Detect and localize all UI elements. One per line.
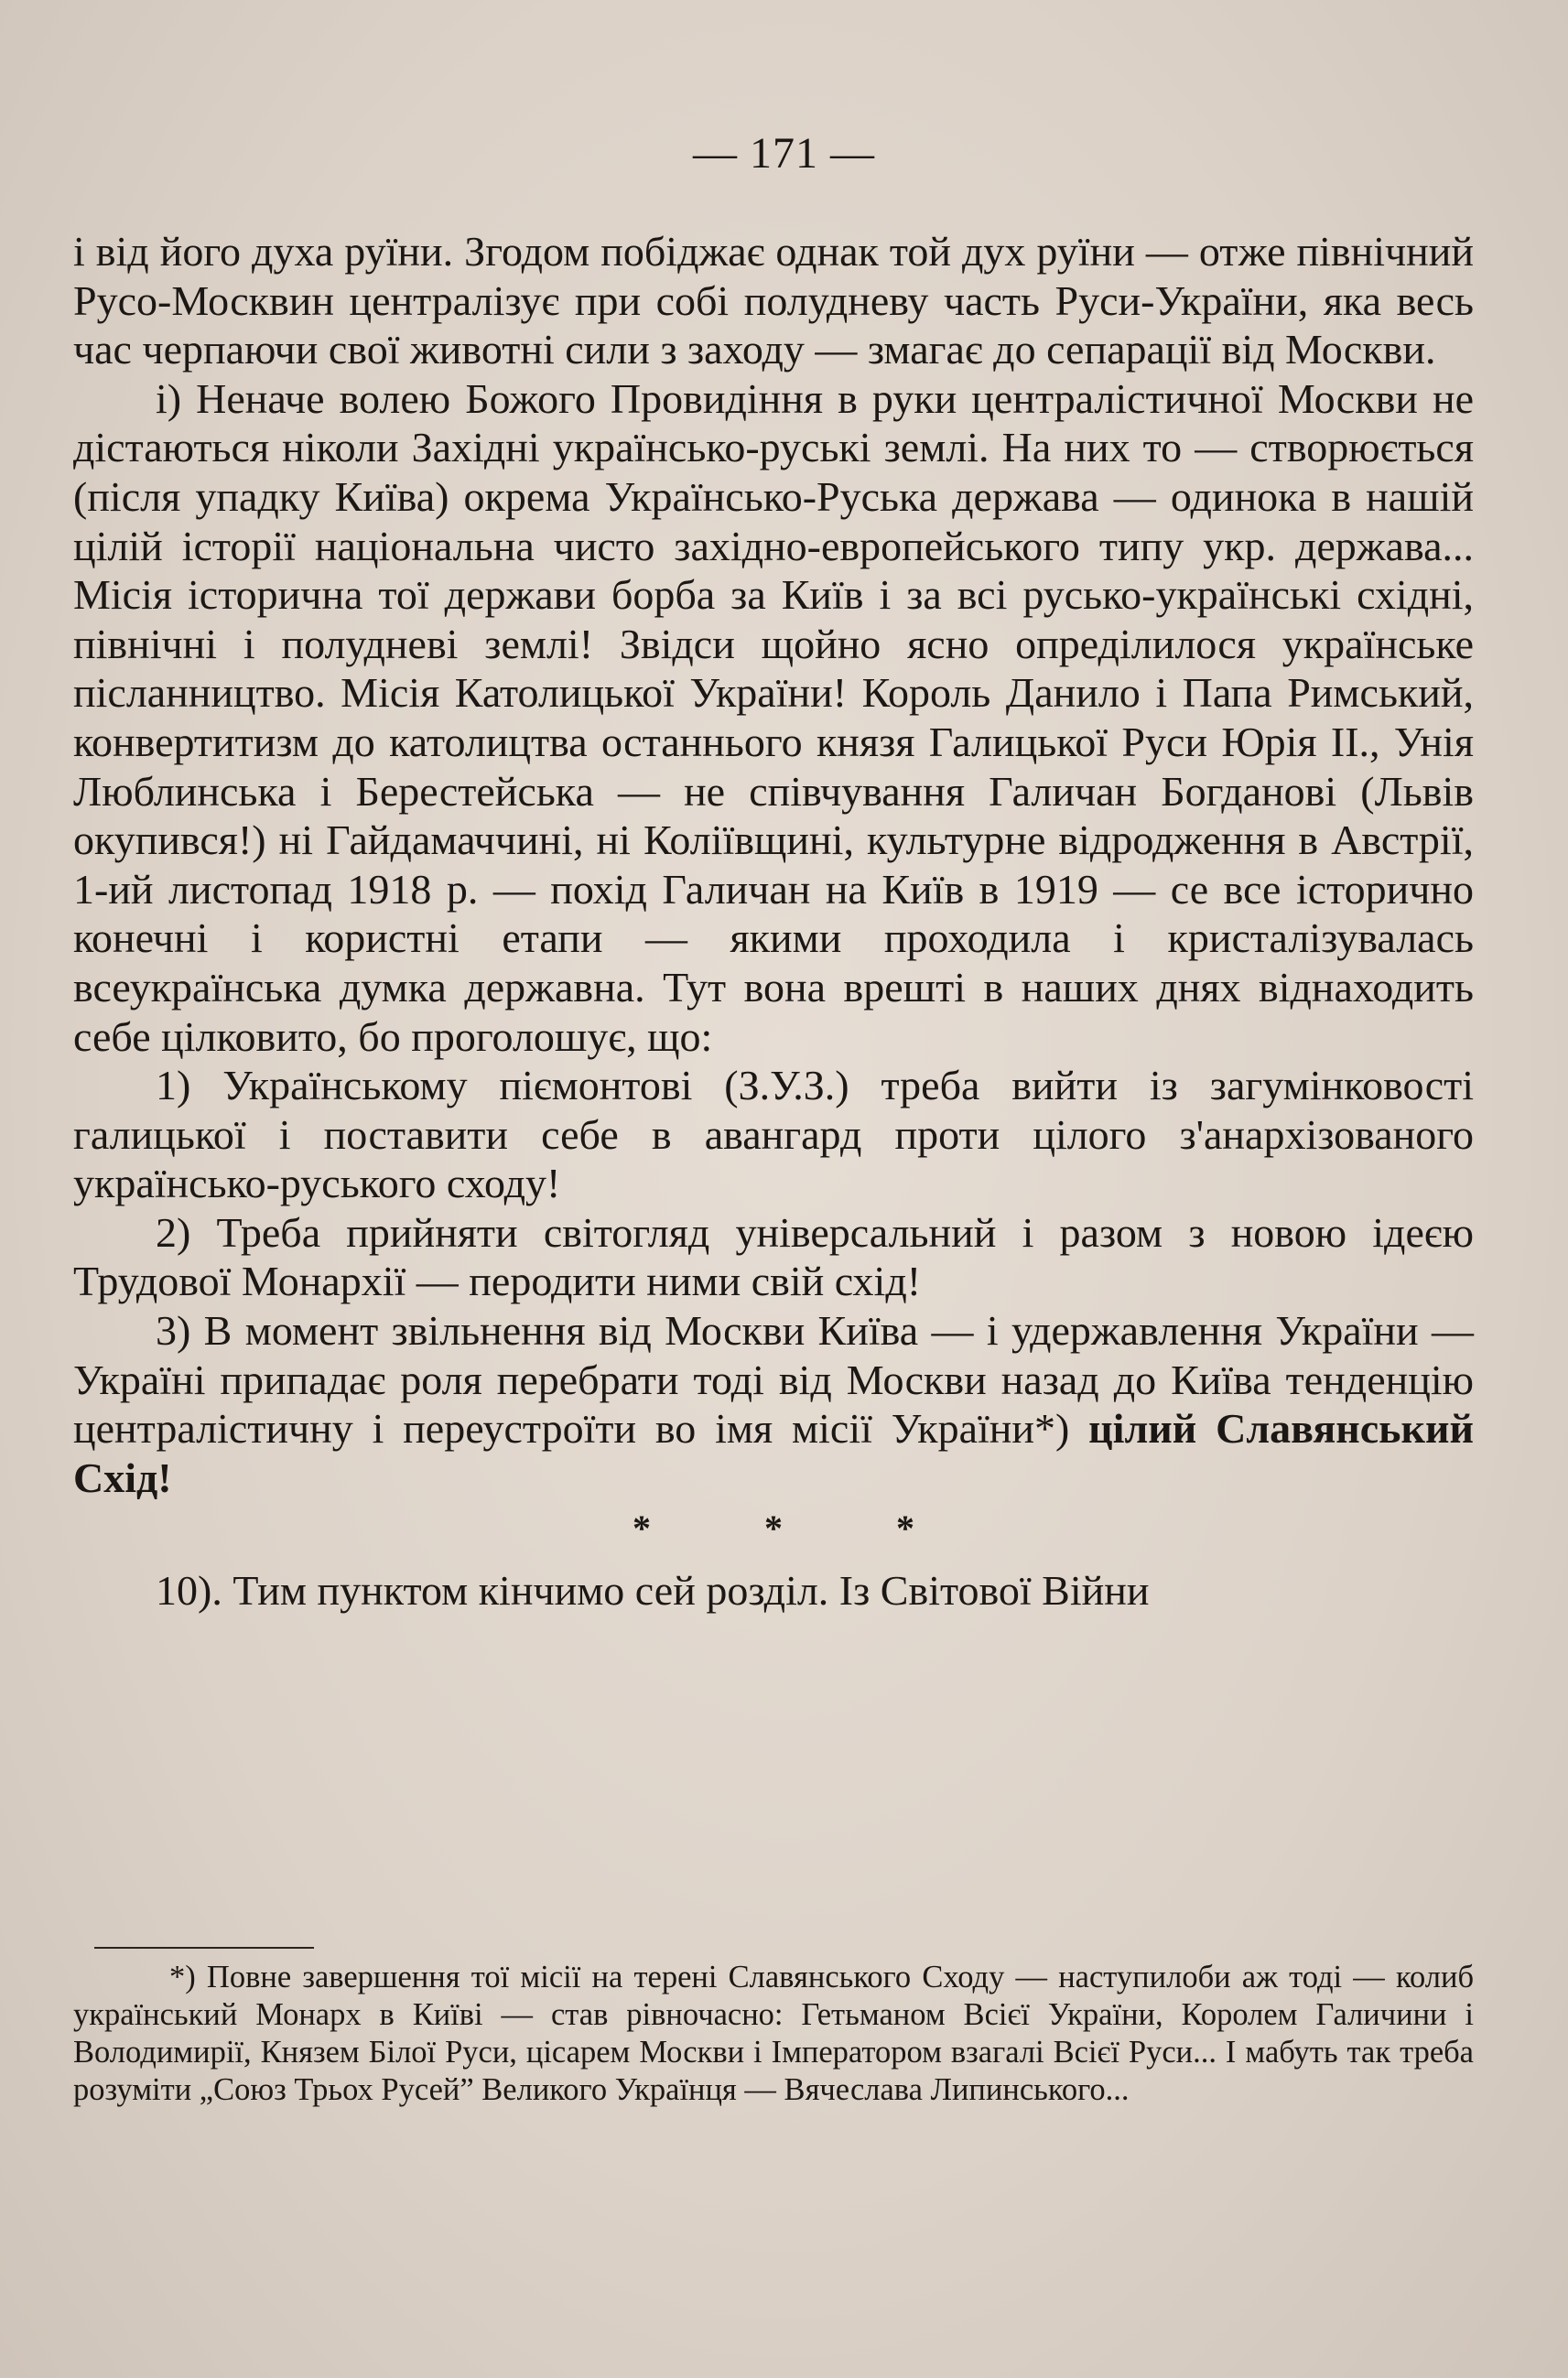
paragraph-point-1: 1) Українському піємонтові (З.У.З.) треба вийти із загумінковості галицької і поставити себе в авангард проти цілого з'анархізованого українсько-руського сходу! bbox=[73, 1062, 1474, 1207]
paragraph-point-2: 2) Треба прийняти світогляд універсальний і разом з новою ідеєю Трудової Монархії — перодити ними свій схід! bbox=[73, 1208, 1474, 1305]
page-number: — 171 — bbox=[693, 129, 875, 178]
section-asterism bbox=[73, 1502, 1474, 1553]
footnote-divider bbox=[94, 1947, 314, 1949]
footnote-text: *) Повне завершення тої місії на терені Славянського Сходу — наступилоби аж тоді — колиб український Монарх в Київі — став рівночасно: Гетьманом Всієї України, Королем Галичини і Володимирії, Князем Білої Руси, цісарем Москви і Імператором взагалі Всієї Руси... І мабуть так треба розуміти „Союз Трьох Русей” Великого Українця — Вячеслава Липинського... bbox=[73, 1960, 1474, 2107]
paragraph-point-3 bbox=[73, 1306, 1474, 1502]
footnote bbox=[73, 1959, 1474, 2109]
paragraph-point-3-emphasis: цілий Славянський Схід! bbox=[73, 1405, 1475, 1501]
paragraph-point-3-text: 3) В момент звільнення від Москви Київа — і удержавлення України — Україні припадає роля перебрати тоді від Москви назад до Київа тенденцію централістичну і переустроїти во імя місії України*) bbox=[73, 1307, 1474, 1453]
spacer bbox=[73, 1553, 1474, 1566]
paragraph-2: і) Неначе волею Божого Провидіння в руки централістичної Москви не дістаються ніколи Західні українсько-руські землі. На них то — створюється (після упадку Київа) окрема Українсько-Руська держава — одинока в нашій цілій історії національна чисто західно-европейського типу укр. держава... Місія історична тої держави борба за Київ і за всі русько-українські східні, північні і полудневі землі! Звідси щойно ясно опреділилося українське післанництво. Місія Католицької України! Король Данило і Папа Римський, конвертитизм до католицтва останнього князя Галицької Руси Юрія II., Унія Люблинська і Берестейська — не співчування Галичан Богданові (Львів окупився!) ні Гайдамаччині, ні Коліївщині, культурне відродження в Австрії, 1-ий листопад 1918 р. — похід Галичан на Київ в 1919 — се все історично конечні і користні етапи — якими проходила і кристалізувалась всеукраїнська думка державна. Тут вона врешті в наших днях віднаходить себе цілковито, бо проголошує, що: bbox=[73, 374, 1474, 1060]
asterisk: * bbox=[633, 1508, 651, 1550]
asterisk: * bbox=[764, 1508, 783, 1550]
paragraph-10: 10). Тим пунктом кінчимо сей розділ. Із Світової Війни bbox=[156, 1567, 1150, 1615]
asterisk: * bbox=[896, 1508, 914, 1550]
paragraph-1: і від його духа руїни. Згодом побіджає однак той дух руїни — отже північний Русо-Москвин централізує при собі полудневу часть Руси-України, яка весь час черпаючи свої животні сили з заходу — змагає до сепарації від Москви. bbox=[73, 228, 1474, 373]
main-text bbox=[73, 227, 1474, 1616]
